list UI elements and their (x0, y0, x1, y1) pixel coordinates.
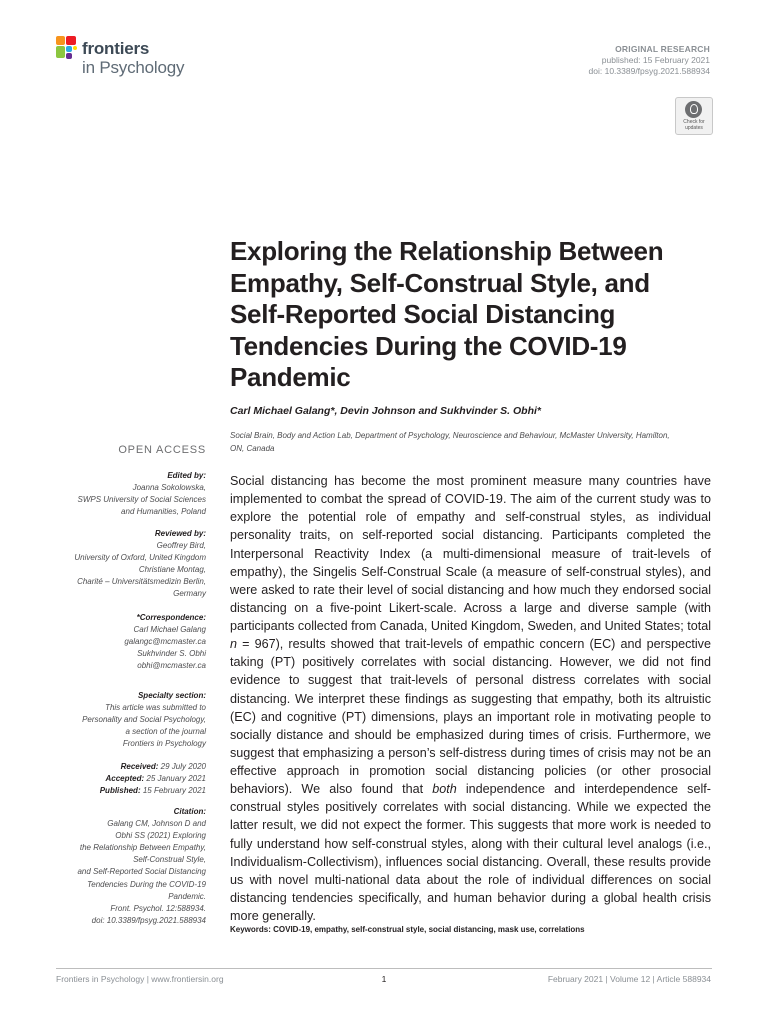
title-line: Tendencies During the COVID-19 (230, 330, 627, 361)
article-meta (589, 44, 710, 77)
check-for-updates-label: Check for updates (683, 119, 705, 131)
edited-by-section: Edited by: Joanna Sokolowska, SWPS University of Social Sciences and Humanities, Poland (36, 470, 206, 518)
email-link[interactable]: obhi@mcmaster.ca (137, 661, 206, 671)
reviewed-by-heading: Reviewed by: (154, 529, 206, 538)
logo-wordmark: frontiers (82, 39, 150, 58)
specialty-heading: Specialty section: (137, 691, 206, 700)
journal-logo[interactable] (56, 34, 216, 80)
title-line: Pandemic (230, 362, 351, 392)
email-link[interactable]: galangc@mcmaster.ca (124, 637, 206, 647)
affiliation: Social Brain, Body and Action Lab, Department of Psychology, Neuroscience and Behaviour, McMaster University, Hamilton, ON, Canada (230, 431, 670, 453)
article-type: ORIGINAL RESEARCH (615, 44, 710, 54)
page-number: 1 (381, 974, 387, 984)
bookmark-icon (685, 101, 702, 118)
abstract: Social distancing has become the most prominent measure many countries have implemented to combat the spread of COVID-19. The aim of the current study was to explore the potential role of empathy and self-construal styles, as individual personality traits, on self-reported social distancing. Participants completed the Interpersonal Reactivity Index (a multi-dimensional measure of trait-levels of empathy), the Singelis Self-Construal Scale (a measure of self-construal styles), and were asked to rate their level of social distancing and how much they endorsed social distancing on a five-point Likert-scale. Across a large and diverse sample (with participants collected from Canada, United Kingdom, Sweden, and United States; total n = 967), results showed that trait-levels of empathic concern (EC) and perspective taking (PT) positively correlates with social distancing. However, we did not find evidence to suggest that trait-levels of personal distress correlates with social distancing. We interpret these findings as suggesting that empathy, both its altruistic (EC) and cognitive (PT) dimensions, plays an important role in motivating people to socially distance and should be emphasized during times of crisis. Furthermore, we suggest that emphasizing a person’s self-distress during times of crisis may not be an effective approach in promotion social distancing policies (or other prosocial behaviors). We also found that both independence and interdependence self-construal styles positively correlates with social distancing. While we expected the latter result, we did not expect the former. This suggests that more work is needed to fully understand how self-construal styles, along with their cultural level analogs (i.e., Individualism-Collectivism), influences social distancing. Overall, these results provide us with novel multi-national data about the role of individual differences on social distancing tendencies specifically, and human behavior during a global health crisis more generally. (230, 474, 711, 923)
received-date: Received: 29 July 2020 (120, 762, 206, 771)
correspondence-heading: *Correspondence: (136, 613, 206, 622)
title-line: Empathy, Self-Construal Style, and (230, 267, 650, 298)
footer-journal-link[interactable]: Frontiers in Psychology | www.frontiersin.org (56, 974, 224, 984)
published-date-side: Published: 15 February 2021 (99, 786, 206, 796)
open-access-label: OPEN ACCESS (118, 444, 206, 456)
keywords: Keywords: COVID-19, empathy, self-construal style, social distancing, mask use, correlations (230, 925, 585, 934)
reviewed-by-section: Reviewed by: Geoffrey Bird, University of Oxford, United Kingdom Christiane Montag, Charité – Universitätsmedizin Berlin, Germany (36, 528, 206, 601)
title-line: Self-Reported Social Distancing (230, 299, 616, 329)
edited-by-heading: Edited by: (167, 471, 206, 480)
specialty-section: Specialty section: This article was submitted to Personality and Social Psychology, a section of the journal Frontiers in Psychology (36, 690, 206, 750)
citation-section: Citation: Galang CM, Johnson D and Obhi SS (2021) Exploring the Relationship Between Empathy, Self-Construal Style, and Self-Reported Social Distancing Tendencies During the COVID-19 Pandemic. Front. Psychol. 12:588934. doi: 10.3389/fpsyg.2021.588934 (36, 806, 206, 927)
footer-volume-info: February 2021 | Volume 12 | Article 588934 (547, 974, 711, 984)
title-line: Exploring the Relationship Between (230, 236, 664, 266)
check-for-updates-button[interactable] (675, 97, 713, 135)
footer-divider (56, 968, 712, 969)
published-date: published: 15 February 2021 (601, 55, 710, 65)
dates-section (36, 761, 206, 797)
citation-heading: Citation: (173, 807, 206, 816)
frontiers-logo-icon (56, 36, 78, 60)
author-list: Carl Michael Galang*, Devin Johnson and Sukhvinder S. Obhi* (230, 405, 541, 417)
journal-name: in Psychology (82, 58, 185, 77)
correspondence-section: *Correspondence: Carl Michael Galang galangc@mcmaster.ca Sukhvinder S. Obhi obhi@mcmaster.ca (36, 612, 206, 672)
doi-link[interactable]: doi: 10.3389/fpsyg.2021.588934 (91, 915, 206, 925)
doi[interactable]: doi: 10.3389/fpsyg.2021.588934 (588, 66, 710, 76)
article-title (230, 236, 720, 394)
accepted-date: Accepted: 25 January 2021 (105, 774, 206, 784)
